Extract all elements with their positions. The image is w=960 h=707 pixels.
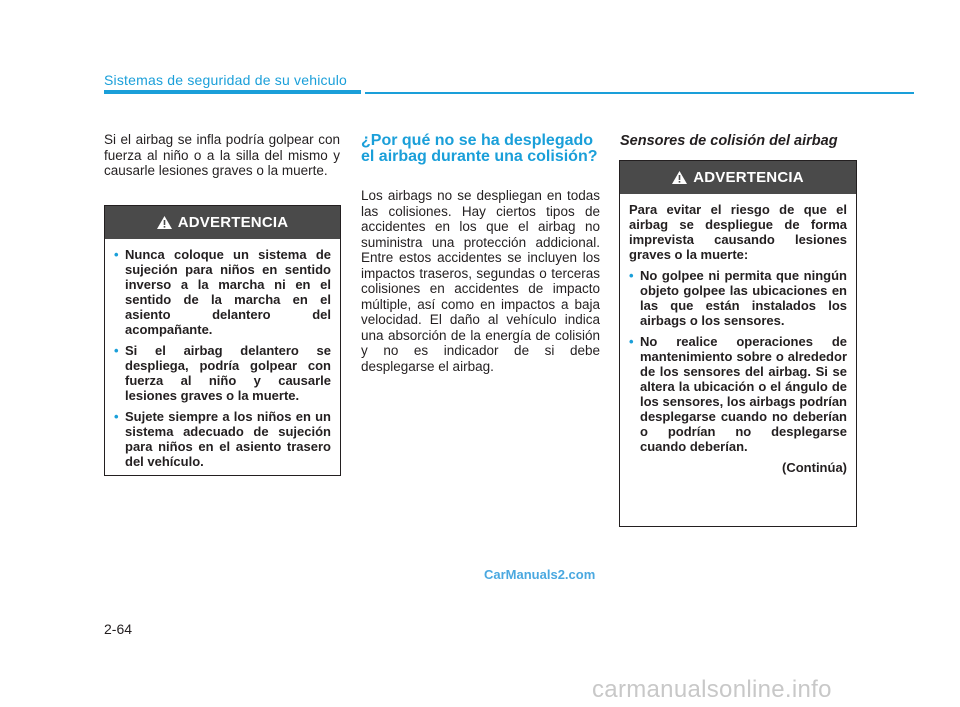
warning-item: • Si el airbag delantero se despliega, podría golpear con fuerza al niño y causarle lesiones graves o la muerte. (114, 343, 331, 403)
col2-paragraph: Los airbags no se despliegan en todas las colisiones. Hay ciertos tipos de accidentes en los que el airbag no suministra una protección addicional. Entre estos accidentes se incluyen los impactos traseros, segundas o terceras colisiones en accidentes de impacto múltiple, así como en impactos a baja velocidad. El daño al vehículo indica una absorción de la energía de colisión y no es indicador de si debe desplegarse el airbag. (361, 188, 600, 374)
warning-triangle-icon (157, 216, 172, 229)
warning-item: • No realice operaciones de mantenimiento sobre o alrededor de los sensores del airbag. Si se altera la ubicación o el ángulo de los sensores, los airbags podrían desplegarse cuando no deberían o podrían no desplegarse cuando deberían. (629, 334, 847, 454)
warning-box-sensors (619, 160, 857, 527)
col3-heading: Sensores de colisión del airbag (620, 133, 838, 149)
page-number: 2-64 (104, 621, 133, 637)
warning-body (620, 194, 856, 483)
warning-header (105, 206, 340, 239)
warning-item: • Sujete siempre a los niños en un sistema adecuado de sujeción para niños en el asiento trasero del vehículo. (114, 409, 331, 469)
warning-list (629, 268, 847, 454)
warning-item: • Nunca coloque un sistema de sujeción para niños en sentido inverso a la marcha ni en el sentido de la marcha en el asiento delantero del acompañante. (114, 247, 331, 337)
warning-intro: Para evitar el riesgo de que el airbag se despliegue de forma imprevista causando lesiones graves o la muerte: (629, 202, 847, 262)
header-rule-thick (104, 90, 361, 94)
warning-body (105, 239, 340, 483)
bullet-icon: • (629, 268, 634, 283)
warning-box-child-seat (104, 205, 341, 476)
warning-list (114, 247, 331, 469)
header-rule-thin (365, 92, 914, 94)
bullet-icon: • (114, 409, 119, 424)
warning-title: ADVERTENCIA (693, 169, 804, 186)
section-title: Sistemas de seguridad de su vehiculo (104, 72, 348, 88)
bullet-icon: • (629, 334, 634, 349)
col1-paragraph: Si el airbag se infla podría golpear con fuerza al niño o a la silla del mismo y causarle lesiones graves o la muerte. (104, 132, 340, 178)
warning-triangle-icon (672, 171, 687, 184)
footer-site-watermark: carmanualsonline.info (592, 676, 832, 703)
warning-header (620, 161, 856, 194)
bullet-icon: • (114, 343, 119, 358)
bullet-icon: • (114, 247, 119, 262)
warning-title: ADVERTENCIA (177, 214, 289, 231)
warning-item: • No golpee ni permita que ningún objeto golpee las ubicaciones en las que están instalados los airbags o los sensores. (629, 268, 847, 328)
watermark-link[interactable]: CarManuals2.com (484, 567, 596, 582)
continued-label: (Continúa) (782, 460, 847, 475)
col2-heading: ¿Por qué no se ha desplegado el airbag durante una colisión? (361, 132, 598, 165)
